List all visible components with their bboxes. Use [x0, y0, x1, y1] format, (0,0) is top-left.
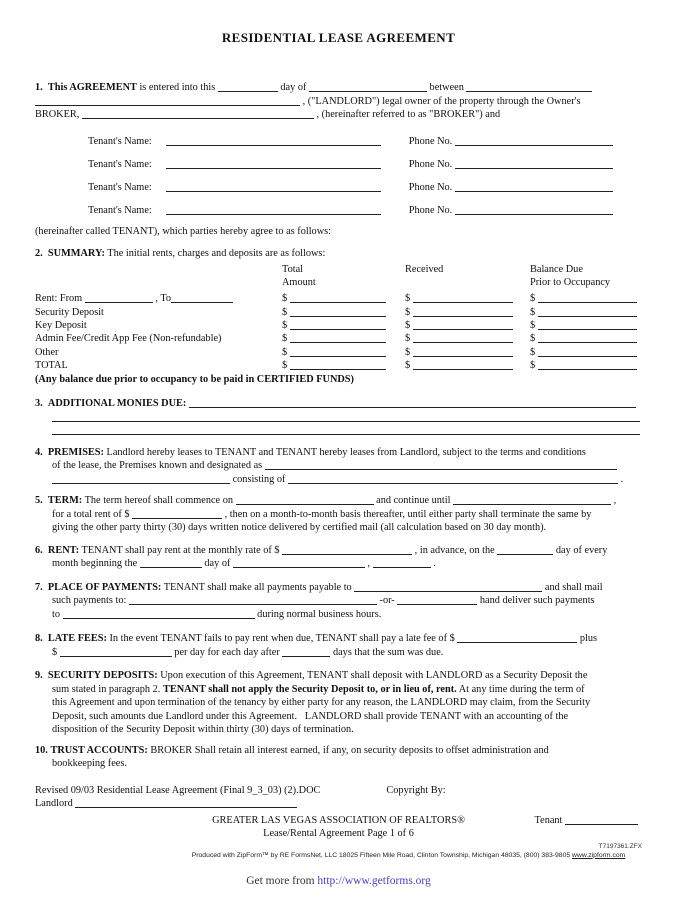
blank-line	[373, 558, 431, 568]
text-run: Phone No.	[408, 135, 455, 147]
text-run: ,	[611, 495, 617, 507]
text-line	[35, 494, 642, 508]
dollar-sign: $	[282, 360, 288, 372]
text-run: giving the other party thirty (30) days written notice delivered by certified mail (all calculation based on 30 day month).	[52, 522, 547, 534]
summary-table-header	[35, 263, 642, 290]
text-run: bookkeeping fees.	[52, 758, 127, 770]
blank-line	[457, 633, 577, 643]
text-run: In the event TENANT fails to pay rent when due, TENANT shall pay a late fee of $	[106, 633, 458, 645]
text-run: .	[430, 558, 436, 570]
text-line	[52, 411, 642, 425]
blank-line	[413, 293, 513, 303]
text-run: , then on a month-to-month basis thereafter, until either party shall terminate the same by	[222, 508, 592, 520]
text-line	[35, 446, 642, 460]
text-line	[35, 669, 642, 683]
summary-row-security-deposit	[35, 306, 642, 319]
blank-line	[189, 398, 636, 408]
summary-row-key-deposit	[35, 319, 642, 332]
dollar-sign: $	[530, 346, 536, 358]
text-line	[35, 176, 642, 199]
page-footer	[35, 784, 642, 889]
blank-line	[455, 182, 613, 192]
blank-line	[140, 558, 202, 568]
summary-row-total	[35, 359, 642, 372]
section-7-place-of-payments	[35, 581, 642, 622]
section-3-additional-monies	[35, 397, 642, 438]
text-line	[35, 108, 642, 122]
blank-line	[290, 360, 386, 370]
text-run: -or-	[376, 595, 398, 607]
tenant-label: Tenant	[534, 814, 565, 826]
text-run: TENANT shall make all payments payable to	[161, 581, 355, 593]
text-run: Tenant's Name:	[88, 204, 152, 216]
text-run: month beginning the	[52, 558, 140, 570]
blank-line	[413, 307, 513, 317]
text-line	[52, 683, 642, 697]
blank-line	[290, 307, 386, 317]
blank-line	[35, 96, 300, 106]
text-run: days that the sum was due.	[330, 646, 444, 658]
blank-line	[309, 82, 427, 92]
dollar-sign: $	[405, 293, 411, 305]
blank-line	[455, 205, 613, 215]
cell-received	[405, 319, 530, 332]
text-run: hand deliver such payments	[477, 595, 595, 607]
dollar-sign: $	[530, 333, 536, 345]
zipform-link[interactable]: www.zipform.com	[572, 851, 626, 859]
bold-text-run: TRUST ACCOUNTS:	[50, 744, 148, 756]
blank-line	[166, 136, 381, 146]
blank-line	[453, 495, 611, 505]
text-line	[35, 81, 642, 95]
cell-balance-due	[530, 359, 642, 372]
blank-line	[497, 545, 553, 555]
text-run: day of every	[553, 544, 608, 556]
blank-line	[538, 333, 637, 343]
tenant-name-rows	[35, 130, 642, 222]
cell-balance-due	[530, 332, 642, 345]
section-8-late-fees	[35, 632, 642, 659]
text-line	[35, 544, 642, 558]
bold-text-run: 9.	[35, 670, 43, 682]
text-line	[52, 459, 642, 473]
bold-text-run: ADDITIONAL MONIES DUE:	[47, 398, 187, 410]
dollar-sign: $	[282, 293, 288, 305]
text-line	[52, 723, 642, 737]
blank-line	[538, 320, 637, 330]
bold-text-run: PLACE OF PAYMENTS:	[47, 581, 162, 593]
text-run: At any time during the term of	[456, 683, 585, 695]
blank-line	[166, 159, 381, 169]
text-line	[35, 95, 642, 109]
text-line	[52, 424, 642, 438]
dollar-sign: $	[530, 293, 536, 305]
text-run: and shall mail	[542, 581, 603, 593]
blank-line	[413, 347, 513, 357]
text-line	[35, 744, 642, 758]
dollar-sign: $	[405, 333, 411, 345]
text-line	[52, 710, 642, 724]
bold-text-run: 6.	[35, 544, 43, 556]
text-line	[52, 594, 642, 608]
bold-text-run: 2.	[35, 248, 43, 259]
text-line	[35, 292, 282, 305]
blank-line	[82, 109, 314, 119]
page-number-line: Lease/Rental Agreement Page 1 of 6	[263, 828, 414, 840]
blank-line	[85, 293, 153, 303]
text-run: Landlord hereby leases to TENANT and TENANT hereby leases from Landlord, subject to the terms and conditions	[103, 446, 586, 458]
bold-text-run: TERM:	[47, 495, 83, 507]
produced-text: Produced with ZipForm™ by RE FormsNet, LLC 18025 Fifteen Mile Road, Clinton Township, Michigan 48035, (800) 383-9805	[191, 851, 573, 859]
row-label: Admin Fee/Credit App Fee (Non-refundable)	[35, 333, 222, 345]
cell-balance-due	[530, 306, 642, 319]
text-run: disposition of the Security Deposit within thirty (30) days of termination.	[52, 724, 354, 736]
col-header-total: Total	[282, 263, 304, 275]
dollar-sign: $	[282, 346, 288, 358]
blank-line	[397, 595, 477, 605]
text-line	[35, 247, 642, 261]
dollar-sign: $	[405, 346, 411, 358]
blank-line	[290, 333, 386, 343]
revision-text: Revised 09/03 Residential Lease Agreement (Final 9_3_03) (2).DOC	[35, 784, 321, 796]
text-line	[52, 757, 642, 771]
blank-line	[413, 333, 513, 343]
dollar-sign: $	[530, 320, 536, 332]
bold-text-run: 3.	[35, 398, 43, 410]
bold-text-run: 1.	[35, 82, 43, 93]
text-run: day of	[277, 82, 309, 93]
text-run: to	[52, 608, 63, 620]
bold-text-run: 7.	[35, 581, 43, 593]
blank-line	[354, 582, 542, 592]
text-run: Tenant's Name:	[88, 158, 152, 170]
cell-total-amount	[282, 332, 405, 345]
text-run: , in advance, on the	[412, 544, 498, 556]
section-6-rent	[35, 544, 642, 571]
col-header-received: Received	[405, 263, 444, 275]
cell-total-amount	[282, 359, 405, 372]
blank-line	[166, 205, 381, 215]
summary-row-admin-fee	[35, 332, 642, 345]
blank-line	[171, 293, 233, 303]
col-header-amount: Amount	[282, 276, 316, 288]
text-run: $	[52, 646, 60, 658]
blank-line	[538, 360, 637, 370]
association-line	[35, 814, 642, 828]
lease-agreement-page	[0, 30, 680, 910]
section-5-term	[35, 494, 642, 535]
blank-line	[265, 460, 617, 470]
text-run: for a total rent of $	[52, 508, 133, 520]
text-line	[52, 557, 642, 571]
summary-row-other	[35, 346, 642, 359]
blank-line	[236, 495, 374, 505]
blank-line	[565, 815, 638, 825]
dollar-sign: $	[282, 306, 288, 318]
row-label: Key Deposit	[35, 320, 87, 332]
certified-funds-note: (Any balance due prior to occupancy to be paid in CERTIFIED FUNDS)	[35, 373, 354, 385]
text-run: Phone No.	[408, 181, 455, 193]
text-run: Upon execution of this Agreement, TENANT shall deposit with LANDLORD as a Security Deposit the	[157, 670, 588, 682]
document-title: RESIDENTIAL LEASE AGREEMENT	[221, 30, 456, 45]
text-run: .	[618, 473, 624, 485]
header-spacer	[35, 263, 282, 276]
text-run: consisting of	[230, 473, 289, 485]
cell-balance-due	[530, 319, 642, 332]
blank-line	[413, 360, 513, 370]
text-run: , ("LANDLORD") legal owner of the property through the Owner's	[300, 95, 581, 107]
row-label: Security Deposit	[35, 306, 104, 318]
col-header-balance: Balance Due	[530, 263, 583, 275]
text-line	[52, 508, 642, 522]
text-run: sum stated in paragraph 2.	[52, 683, 163, 695]
cell-received	[405, 306, 530, 319]
get-more-text: Get more from	[246, 874, 318, 887]
text-run: between	[426, 82, 467, 93]
text-run: The term hereof shall commence on	[82, 495, 236, 507]
hereinafter-clause: (hereinafter called TENANT), which parties hereby agree to as follows:	[35, 225, 332, 237]
header-spacer	[35, 276, 282, 289]
text-run: during normal business hours.	[254, 608, 382, 620]
text-run: BROKER,	[35, 109, 82, 120]
blank-line	[282, 647, 330, 657]
bold-text-run: PREMISES:	[47, 446, 104, 458]
row-label-rent	[35, 292, 282, 305]
dollar-sign: $	[282, 333, 288, 345]
text-run: this Agreement and upon termination of the tenancy by either party for any reason, the LANDLORD may claim, from the Security	[52, 697, 591, 709]
text-run: The initial rents, charges and deposits are as follows:	[104, 248, 326, 259]
text-line	[35, 581, 642, 595]
text-run: Phone No.	[408, 204, 455, 216]
text-run: such payments to:	[52, 595, 129, 607]
blank-line	[455, 136, 613, 146]
bold-text-run: RENT:	[47, 544, 80, 556]
form-file-id: T7197361.ZFX	[598, 842, 642, 850]
bold-text-run: SUMMARY:	[47, 248, 105, 259]
section-4-premises	[35, 446, 642, 487]
text-run: TENANT shall pay rent at the monthly rate of $	[79, 544, 283, 556]
text-line	[35, 397, 642, 411]
tenant-initial-line	[535, 814, 638, 828]
text-run: , (hereinafter referred to as "BROKER") and	[313, 109, 501, 120]
text-line	[35, 153, 642, 176]
blank-line	[466, 82, 592, 92]
text-run: , To	[152, 293, 172, 305]
text-run: per day for each day after	[171, 646, 283, 658]
text-run: plus	[577, 633, 598, 645]
text-run: Phone No.	[408, 158, 455, 170]
text-run: BROKER Shall retain all interest earned, if any, on security deposits to offset administration and	[147, 744, 549, 756]
section-10-trust-accounts	[35, 744, 642, 771]
dollar-sign: $	[282, 320, 288, 332]
text-run: is entered into this	[136, 82, 218, 93]
bold-text-run: 10.	[35, 744, 48, 756]
summary-table-rows	[35, 292, 642, 372]
blank-line	[132, 509, 222, 519]
text-run: Tenant's Name:	[88, 135, 152, 147]
text-run: of the lease, the Premises known and designated as	[52, 460, 265, 472]
row-label: Other	[35, 346, 59, 358]
blank-line	[290, 293, 386, 303]
cell-total-amount	[282, 319, 405, 332]
section-2-summary	[35, 247, 642, 386]
bold-text-run: SECURITY DEPOSITS:	[47, 670, 158, 682]
blank-line	[290, 320, 386, 330]
blank-line	[129, 595, 377, 605]
blank-line	[538, 293, 637, 303]
header-spacer	[405, 276, 530, 289]
blank-line	[290, 347, 386, 357]
blank-line	[166, 182, 381, 192]
section-2-heading	[35, 247, 642, 261]
bold-text-run: 5.	[35, 495, 43, 507]
text-line	[52, 696, 642, 710]
text-line	[35, 632, 642, 646]
bold-text-run: 8.	[35, 633, 43, 645]
blank-line	[538, 347, 637, 357]
dollar-sign: $	[405, 306, 411, 318]
blank-line	[52, 474, 230, 484]
blank-line	[413, 320, 513, 330]
blank-line	[60, 647, 172, 657]
cell-total-amount	[282, 292, 405, 305]
text-run: Tenant's Name:	[88, 181, 152, 193]
landlord-label: Landlord	[35, 798, 76, 810]
cell-received	[405, 332, 530, 345]
getforms-link[interactable]: http://www.getforms.org	[317, 874, 431, 887]
blank-line	[538, 307, 637, 317]
blank-line	[288, 474, 618, 484]
text-line	[52, 473, 642, 487]
landlord-initial-line	[35, 797, 642, 811]
blank-line	[52, 425, 640, 435]
blank-line	[63, 609, 255, 619]
cell-total-amount	[282, 346, 405, 359]
cell-received	[405, 346, 530, 359]
cell-total-amount	[282, 306, 405, 319]
bold-text-run: This AGREEMENT	[47, 82, 137, 93]
text-run: day of	[201, 558, 233, 570]
summary-row-rent	[35, 292, 642, 305]
blank-line	[455, 159, 613, 169]
blank-line	[52, 412, 640, 422]
text-line	[35, 130, 642, 153]
dollar-sign: $	[530, 306, 536, 318]
text-run: Deposit, such amounts due Landlord under this Agreement. LANDLORD shall provide TENANT with an accounting of the	[52, 710, 569, 722]
bold-text-run: 4.	[35, 446, 43, 458]
produced-with-line	[35, 851, 642, 860]
text-line	[35, 199, 642, 222]
cell-balance-due	[530, 346, 642, 359]
text-run: Rent: From	[35, 293, 85, 305]
blank-line	[218, 82, 278, 92]
col-header-prior-occupancy: Prior to Occupancy	[530, 276, 611, 288]
revision-line	[35, 784, 642, 798]
section-9-security-deposits	[35, 669, 642, 737]
bold-text-run: TENANT shall not apply the Security Deposit to, or in lieu of, rent.	[162, 683, 457, 695]
copyright-label: Copyright By:	[386, 784, 446, 796]
blank-line	[75, 798, 297, 808]
blank-line	[282, 545, 412, 555]
blank-line	[233, 558, 365, 568]
cell-received	[405, 359, 530, 372]
row-label: TOTAL	[35, 360, 68, 372]
dollar-sign: $	[405, 360, 411, 372]
dollar-sign: $	[405, 320, 411, 332]
bold-text-run: LATE FEES:	[47, 633, 107, 645]
section-1-agreement	[35, 81, 642, 122]
text-run: and continue until	[373, 495, 454, 507]
text-line	[52, 646, 642, 660]
cell-balance-due	[530, 292, 642, 305]
dollar-sign: $	[530, 360, 536, 372]
cell-received	[405, 292, 530, 305]
text-line	[52, 608, 642, 622]
association-name: GREATER LAS VEGAS ASSOCIATION OF REALTORS®	[212, 814, 465, 826]
get-more-line	[35, 875, 642, 889]
text-line	[52, 521, 642, 535]
text-run: ,	[364, 558, 373, 570]
